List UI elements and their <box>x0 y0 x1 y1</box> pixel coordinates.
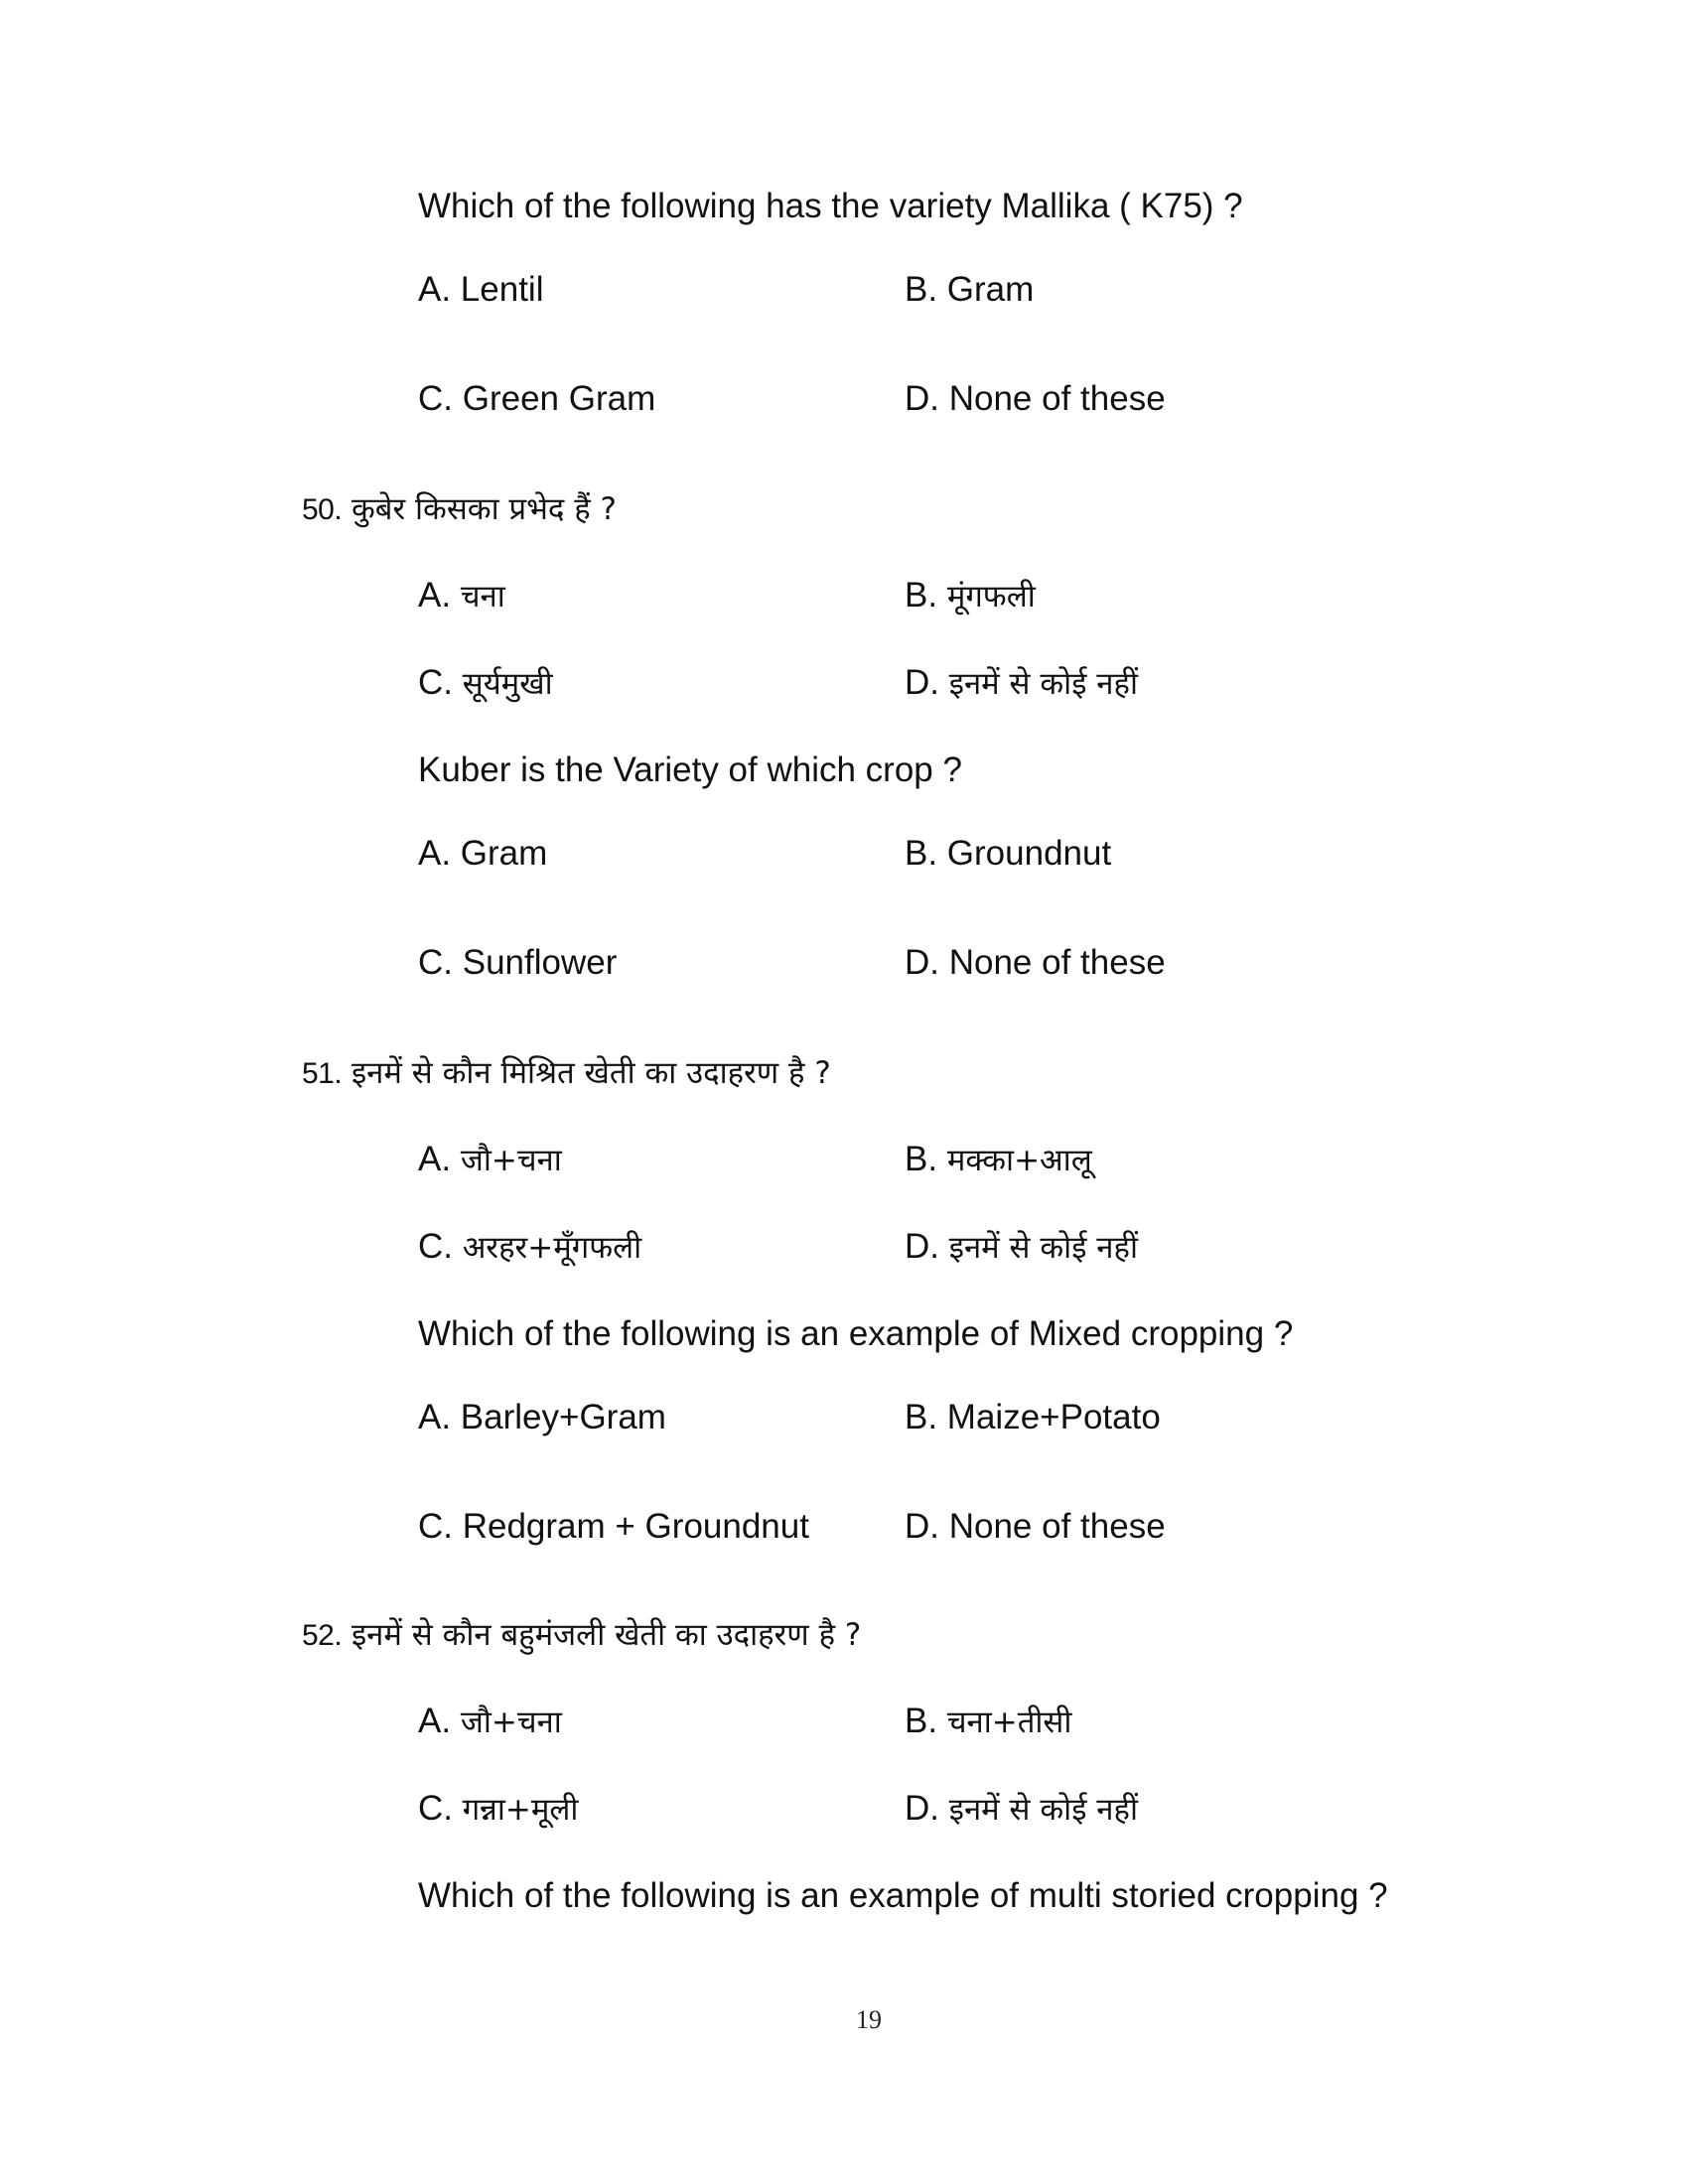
option-letter: A. <box>418 576 452 614</box>
option-letter: C. <box>418 663 453 702</box>
page-number: 19 <box>856 2005 882 2034</box>
question-text: Which of the following has the variety Mallika ( K75) ? <box>418 187 1243 225</box>
question-50 <box>302 478 1688 538</box>
option-letter: D. <box>905 663 939 702</box>
option-letter: B. <box>905 1140 938 1178</box>
option-b <box>905 1130 1092 1189</box>
question-number: 51. <box>302 1057 343 1090</box>
question-text: Kuber is the Variety of which crop ? <box>418 751 962 789</box>
option-letter: D. <box>905 1789 939 1828</box>
option-text: चना+तीसी <box>946 1705 1072 1740</box>
option-text: जौ+चना <box>460 1705 562 1740</box>
option-text: गन्ना+मूली <box>462 1792 579 1828</box>
option-a <box>418 566 505 625</box>
option-a: A. Barley+Gram <box>418 1398 666 1436</box>
question-text: Which of the following is an example of multi storied cropping ? <box>418 1876 1388 1915</box>
option-d <box>905 1779 1138 1839</box>
option-letter: A. <box>418 1140 452 1178</box>
option-a <box>418 1692 562 1751</box>
option-letter: C. <box>418 1789 453 1828</box>
option-c: C. Sunflower <box>418 943 618 982</box>
question-text: इनमें से कौन बहुमंजली खेती का उदाहरण है ? <box>351 1617 862 1653</box>
option-a: A. Gram <box>418 834 548 873</box>
option-text: इनमें से कोई नहीं <box>948 666 1138 702</box>
option-d: D. None of these <box>905 1507 1166 1546</box>
option-text: मक्का+आलू <box>946 1143 1092 1178</box>
option-text: अरहर+मूँगफली <box>462 1230 642 1266</box>
option-c: C. Green Gram <box>418 379 656 418</box>
option-text: मूंगफली <box>946 579 1036 614</box>
question-text: Which of the following is an example of Mixed cropping ? <box>418 1314 1294 1353</box>
option-d <box>905 653 1138 713</box>
option-b: B. Maize+Potato <box>905 1398 1161 1436</box>
option-text: इनमें से कोई नहीं <box>948 1230 1138 1266</box>
option-letter: B. <box>905 576 938 614</box>
option-d: D. None of these <box>905 379 1166 418</box>
option-a <box>418 1130 562 1189</box>
option-b: B. Groundnut <box>905 834 1112 873</box>
option-a: A. Lentil <box>418 270 544 309</box>
option-d <box>905 1217 1138 1277</box>
option-letter: A. <box>418 1702 452 1740</box>
option-b <box>905 566 1036 625</box>
option-text: चना <box>460 579 505 614</box>
option-c <box>418 1217 641 1277</box>
question-51 <box>302 1042 1688 1102</box>
option-d: D. None of these <box>905 943 1166 982</box>
option-text: इनमें से कोई नहीं <box>948 1792 1138 1828</box>
option-text: सूर्यमुखी <box>462 666 553 702</box>
question-text: इनमें से कौन मिश्रित खेती का उदाहरण है ? <box>351 1055 831 1091</box>
option-c <box>418 1779 578 1839</box>
question-52 <box>302 1604 1688 1664</box>
question-number: 50. <box>302 493 343 526</box>
question-text: कुबेर किसका प्रभेद हैं ? <box>351 491 617 527</box>
option-text: जौ+चना <box>460 1143 562 1178</box>
option-letter: D. <box>905 1227 939 1266</box>
option-letter: C. <box>418 1227 453 1266</box>
option-c: C. Redgram + Groundnut <box>418 1507 809 1546</box>
question-number: 52. <box>302 1619 343 1652</box>
option-b: B. Gram <box>905 270 1035 309</box>
option-letter: B. <box>905 1702 938 1740</box>
option-c <box>418 653 553 713</box>
option-b <box>905 1692 1071 1751</box>
